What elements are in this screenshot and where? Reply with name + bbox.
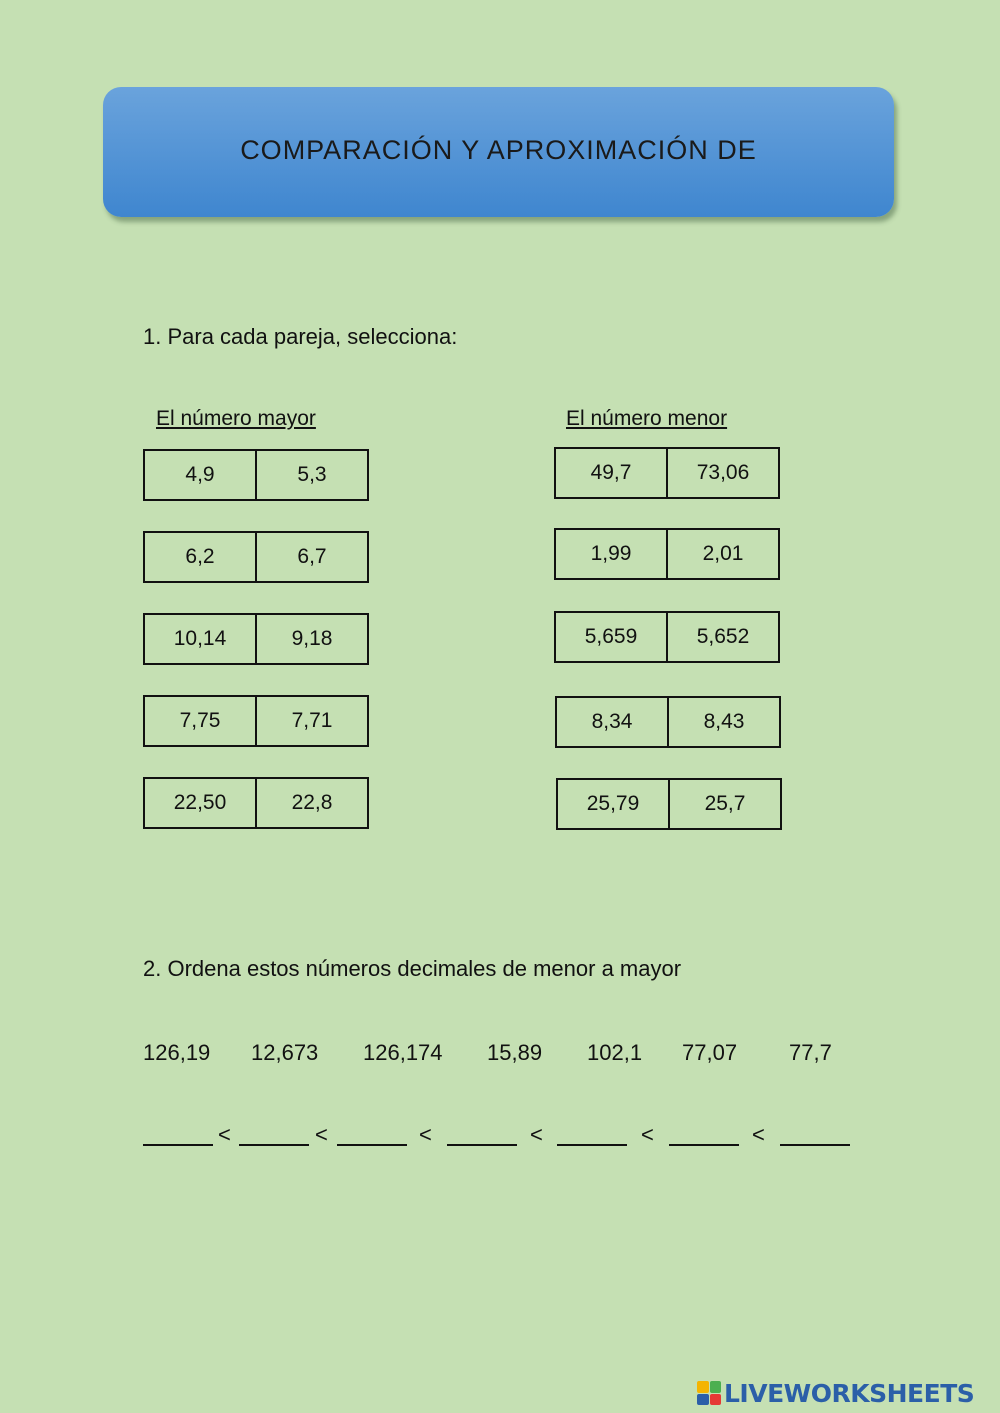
right-pair (554, 447, 780, 499)
number-option[interactable]: 5,659 (584, 625, 638, 648)
decimal-number: 126,174 (363, 1040, 443, 1065)
answer-blank[interactable] (337, 1144, 407, 1146)
logo-text: LIVEWORKSHEETS (724, 1378, 975, 1408)
less-than-sign: < (641, 1122, 654, 1147)
question-1-prompt: 1. Para cada pareja, selecciona: (143, 324, 458, 349)
right-pair (556, 778, 782, 830)
number-option[interactable]: 7,71 (255, 697, 367, 745)
page-title: COMPARACIÓN Y APROXIMACIÓN DE (240, 134, 757, 165)
number-option[interactable]: 6,7 (255, 533, 367, 581)
number-list (0, 1040, 1000, 1070)
right-pair (554, 611, 780, 663)
decimal-number: 126,19 (143, 1040, 211, 1065)
logo-square (697, 1394, 709, 1406)
decimal-number: 77,7 (789, 1040, 832, 1065)
number-option[interactable]: 7,75 (179, 709, 221, 732)
number-option[interactable]: 22,50 (173, 791, 227, 814)
number-option[interactable]: 73,06 (666, 449, 778, 497)
logo-square (710, 1381, 722, 1393)
less-than-sign: < (530, 1122, 543, 1147)
less-than-sign: < (419, 1122, 432, 1147)
decimal-number: 77,07 (682, 1040, 738, 1065)
answer-blank[interactable] (239, 1144, 309, 1146)
ordering-answer-row (0, 1120, 1000, 1160)
left-pair (143, 777, 369, 829)
right-column-heading: El número menor (566, 407, 728, 430)
answer-blank[interactable] (143, 1144, 213, 1146)
less-than-sign: < (752, 1122, 765, 1147)
number-option[interactable]: 6,2 (185, 545, 215, 568)
left-column-heading: El número mayor (156, 407, 316, 430)
decimal-number: 12,673 (251, 1040, 319, 1065)
title-banner (103, 87, 894, 217)
answer-blank[interactable] (780, 1144, 850, 1146)
answer-blank[interactable] (557, 1144, 627, 1146)
right-pair (554, 528, 780, 580)
left-pair (143, 531, 369, 583)
answer-blank[interactable] (669, 1144, 739, 1146)
number-option[interactable]: 25,79 (586, 792, 640, 815)
number-option[interactable]: 1,99 (590, 542, 632, 565)
number-option[interactable]: 9,18 (255, 615, 367, 663)
left-pair (143, 449, 369, 501)
number-option[interactable]: 5,652 (666, 613, 778, 661)
left-pair (143, 695, 369, 747)
decimal-number: 102,1 (587, 1040, 643, 1065)
question-2-prompt: 2. Ordena estos números decimales de menor a mayor (143, 956, 682, 981)
number-option[interactable]: 4,9 (185, 463, 215, 486)
less-than-sign: < (218, 1122, 231, 1147)
answer-blank[interactable] (447, 1144, 517, 1146)
number-option[interactable]: 25,7 (668, 780, 780, 828)
left-pair (143, 613, 369, 665)
logo-square (710, 1394, 722, 1406)
liveworksheets-logo (697, 1376, 974, 1410)
number-option[interactable]: 22,8 (255, 779, 367, 827)
number-option[interactable]: 8,43 (667, 698, 779, 746)
decimal-number: 15,89 (487, 1040, 543, 1065)
number-option[interactable]: 8,34 (591, 710, 633, 733)
number-option[interactable]: 2,01 (666, 530, 778, 578)
number-option[interactable]: 10,14 (173, 627, 227, 650)
right-pair (555, 696, 781, 748)
number-option[interactable]: 49,7 (590, 461, 632, 484)
logo-icon (697, 1381, 721, 1405)
number-option[interactable]: 5,3 (255, 451, 367, 499)
less-than-sign: < (315, 1122, 328, 1147)
logo-square (697, 1381, 709, 1393)
